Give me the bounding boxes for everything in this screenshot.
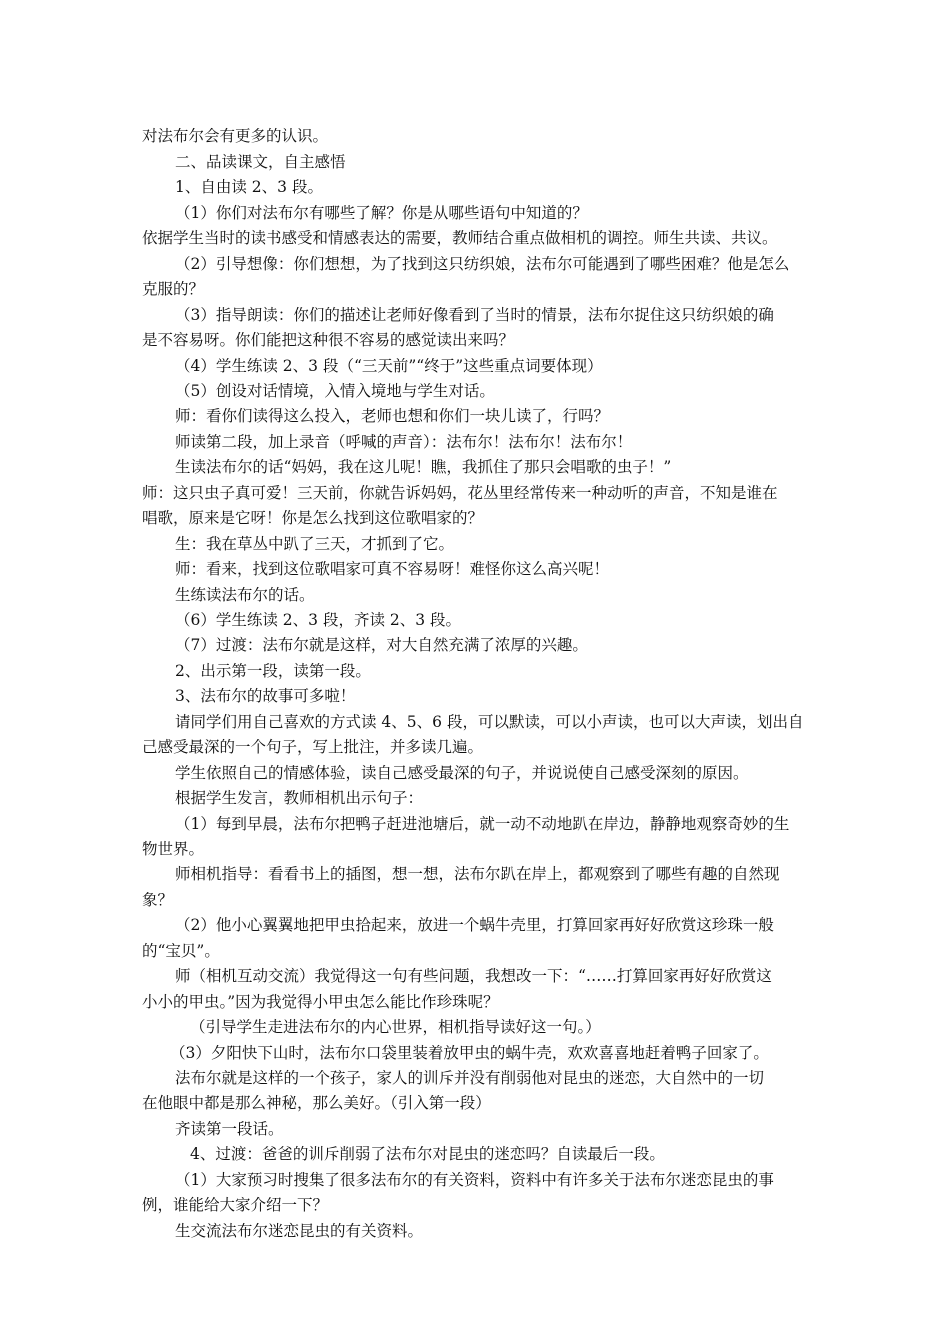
text-line: （3）指导朗读：你们的描述让老师好像看到了当时的情景，法布尔捉住这只纺织娘的确 <box>175 306 774 324</box>
text-line: （2）他小心翼翼地把甲虫拾起来，放进一个蜗牛壳里，打算回家再好好欣赏这珍珠一般 <box>175 916 774 934</box>
text-line: （7）过渡：法布尔就是这样，对大自然充满了浓厚的兴趣。 <box>175 636 588 654</box>
text-line: 生读法布尔的话“妈妈，我在这儿呢！瞧，我抓住了那只会唱歌的虫子！” <box>175 458 672 476</box>
text-line: （6）学生练读 2、3 段，齐读 2、3 段。 <box>175 611 462 629</box>
text-line: 生交流法布尔迷恋昆虫的有关资料。 <box>175 1222 424 1240</box>
text-line: （5）创设对话情境，入情入境地与学生对话。 <box>175 382 495 400</box>
text-line: 在他眼中都是那么神秘，那么美好。（引入第一段） <box>142 1094 491 1112</box>
text-line: 请同学们用自己喜欢的方式读 4、5、6 段，可以默读，可以小声读，也可以大声读，划出自 <box>175 713 804 731</box>
text-line: 生：我在草丛中趴了三天，才抓到了它。 <box>175 535 455 553</box>
text-line: 师：看来，找到这位歌唱家可真不容易呀！难怪你这么高兴呢！ <box>175 560 610 578</box>
text-line: 师（相机互动交流）我觉得这一句有些问题，我想改一下：“……打算回家再好好欣赏这 <box>175 967 772 985</box>
text-line: 齐读第一段话。 <box>175 1120 284 1138</box>
text-line: 师：这只虫子真可爱！三天前，你就告诉妈妈，花丛里经常传来一种动听的声音，不知是谁在 <box>142 484 778 502</box>
text-line: 对法布尔会有更多的认识。 <box>142 127 329 145</box>
text-line: 生练读法布尔的话。 <box>175 586 315 604</box>
text-line: （1）每到早晨，法布尔把鸭子赶进池塘后，就一动不动地趴在岸边，静静地观察奇妙的生 <box>175 815 790 833</box>
text-line: 是不容易呀。你们能把这种很不容易的感觉读出来吗？ <box>142 331 515 349</box>
subsection-heading: 1、自由读 2、3 段。 <box>175 178 323 196</box>
subsection-heading: 2、出示第一段，读第一段。 <box>175 662 371 680</box>
text-line: 克服的？ <box>142 280 205 298</box>
subsection-heading: 4、过渡：爸爸的训斥削弱了法布尔对昆虫的迷恋吗？自读最后一段。 <box>190 1145 665 1163</box>
text-line: 例，谁能给大家介绍一下？ <box>142 1196 329 1214</box>
text-line: 己感受最深的一个句子，写上批注，并多读几遍。 <box>142 738 484 756</box>
text-line: （1）你们对法布尔有哪些了解？你是从哪些语句中知道的？ <box>175 204 588 222</box>
text-line: 的“宝贝”。 <box>142 942 220 960</box>
text-line: 学生依照自己的情感体验，读自己感受最深的句子，并说说使自己感受深刻的原因。 <box>175 764 749 782</box>
text-line: 师：看你们读得这么投入，老师也想和你们一块儿读了，行吗？ <box>175 407 610 425</box>
text-line: （1）大家预习时搜集了很多法布尔的有关资料，资料中有许多关于法布尔迷恋昆虫的事 <box>175 1171 774 1189</box>
text-line: 象？ <box>142 891 174 909</box>
text-line: 依据学生当时的读书感受和情感表达的需要，教师结合重点做相机的调控。师生共读、共议。 <box>142 229 778 247</box>
text-line: （引导学生走进法布尔的内心世界，相机指导读好这一句。） <box>190 1018 601 1036</box>
section-heading: 二、品读课文，自主感悟 <box>175 153 346 171</box>
text-line: 根据学生发言，教师相机出示句子： <box>175 789 424 807</box>
text-line: （3）夕阳快下山时，法布尔口袋里装着放甲虫的蜗牛壳，欢欢喜喜地赶着鸭子回家了。 <box>170 1044 769 1062</box>
text-line: 师相机指导：看看书上的插图，想一想，法布尔趴在岸上，都观察到了哪些有趣的自然现 <box>175 865 780 883</box>
text-line: 法布尔就是这样的一个孩子，家人的训斥并没有削弱他对昆虫的迷恋，大自然中的一切 <box>175 1069 765 1087</box>
text-line: 师读第二段，加上录音（呼喊的声音）：法布尔！法布尔！法布尔！ <box>175 433 633 451</box>
text-line: 唱歌，原来是它呀！你是怎么找到这位歌唱家的？ <box>142 509 484 527</box>
text-line: （2）引导想像：你们想想，为了找到这只纺织娘，法布尔可能遇到了哪些困难？他是怎么 <box>175 255 790 273</box>
text-line: 物世界。 <box>142 840 205 858</box>
text-line: （4）学生练读 2、3 段（“三天前”“终于”这些重点词要体现） <box>175 357 603 375</box>
text-line: 小小的甲虫。”因为我觉得小甲虫怎么能比作珍珠呢？ <box>142 993 499 1011</box>
subsection-heading: 3、法布尔的故事可多啦！ <box>175 687 356 705</box>
